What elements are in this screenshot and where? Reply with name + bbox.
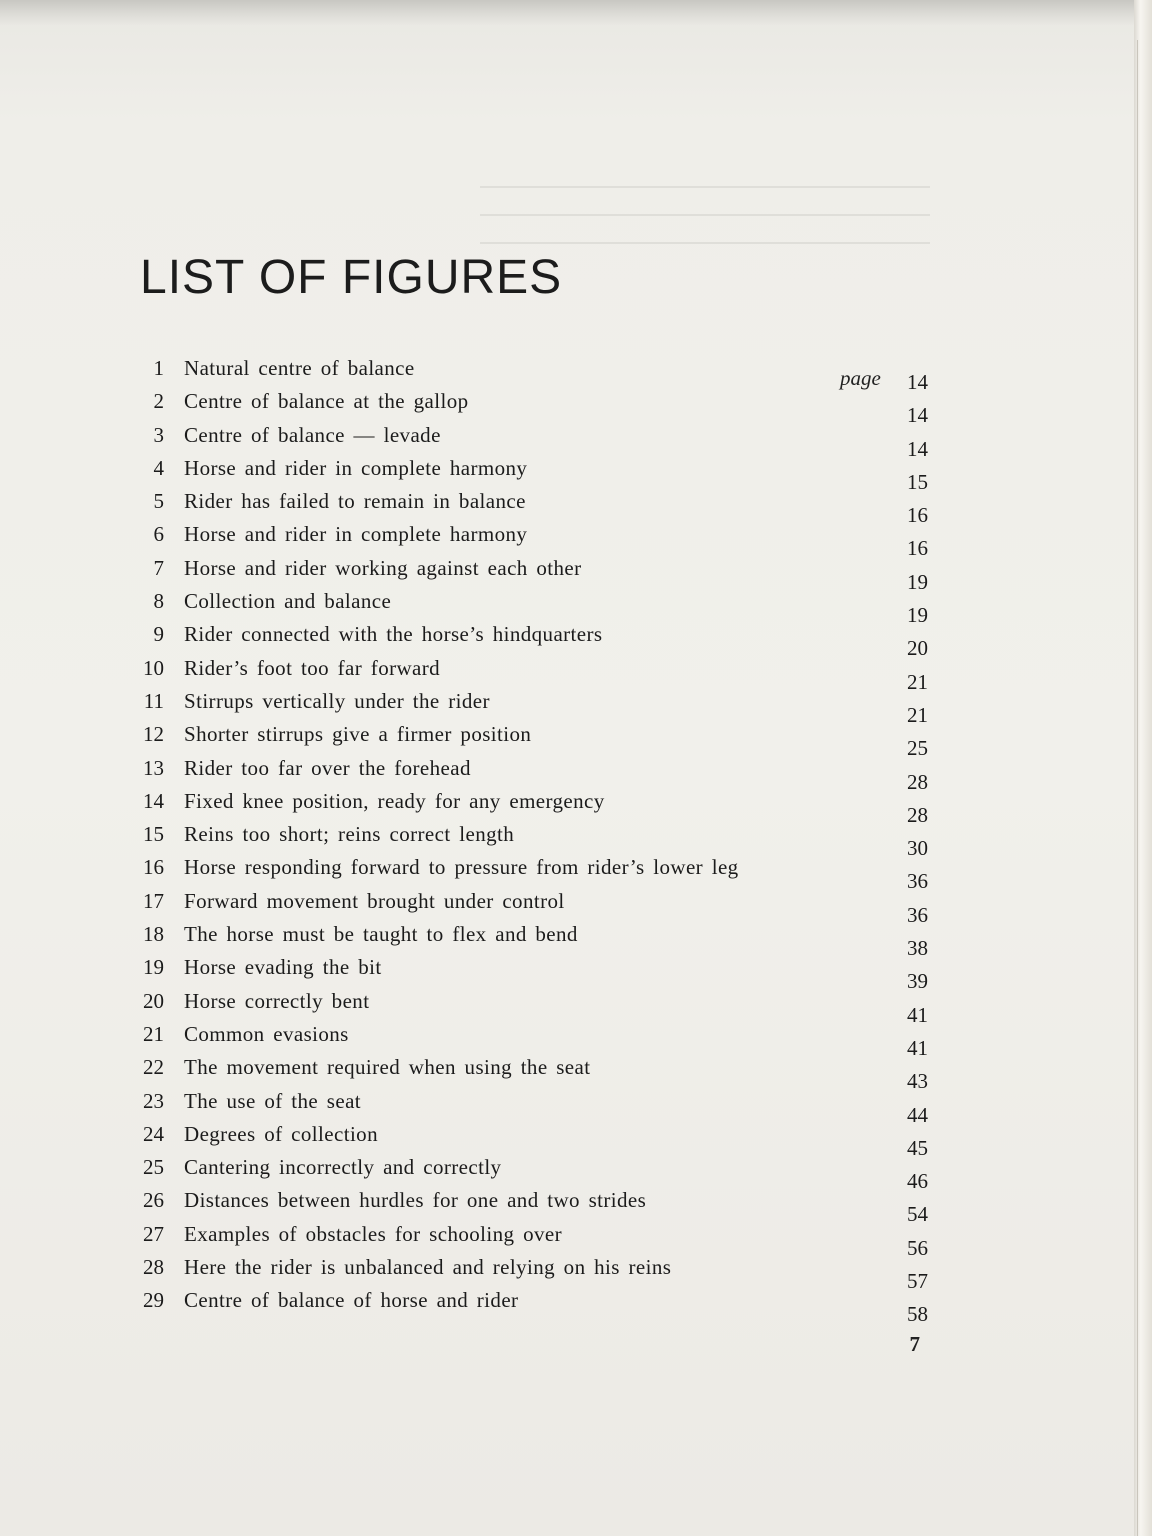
figure-num: 1 [153,356,164,380]
figure-row [120,652,940,694]
figure-caption: Degrees of collection [184,1121,378,1146]
figure-page: 14 [907,370,928,394]
figure-caption: The use of the seat [184,1088,362,1113]
figure-num: 20 [143,988,164,1013]
figure-caption: Centre of balance — levade [184,422,441,447]
figure-caption: Centre of balance at the gallop [184,389,469,414]
figure-row [120,885,940,927]
figure-num: 10 [143,655,164,680]
figure-row [120,785,940,827]
figure-caption: Cantering incorrectly and correctly [184,1155,502,1180]
figure-page: 20 [907,636,928,661]
figure-num: 28 [143,1255,164,1280]
figure-caption: The horse must be taught to flex and bend [184,922,578,947]
figure-page: 36 [907,902,928,927]
figure-row [120,1051,940,1094]
figure-page: 28 [907,802,928,827]
figure-page: 54 [907,1202,928,1227]
figure-page: 19 [907,569,928,594]
figure-page: 16 [907,536,928,561]
figure-page: 56 [907,1235,928,1260]
figure-caption: Here the rider is unbalanced and relying on his reins [184,1255,672,1280]
figure-caption: Reins too short; reins correct length [184,822,515,847]
figure-num: 3 [153,422,164,447]
figure-row [120,485,940,528]
figure-caption: Distances between hurdles for one and two strides [184,1188,647,1213]
figure-page: 44 [907,1102,928,1127]
figure-page: 15 [907,469,928,494]
figure-row [120,1118,940,1160]
figure-row [120,1251,940,1294]
figure-caption: Natural centre of balance [184,356,415,380]
figure-num: 26 [143,1188,164,1213]
figure-row [120,851,940,894]
figure-num: 9 [153,622,164,647]
figure-row [120,818,940,861]
figure-caption: Rider’s foot too far forward [184,655,441,680]
page-edge [1134,0,1152,1536]
show-through-line [480,242,930,244]
figure-row [120,452,940,494]
figure-num: 7 [153,555,164,580]
figure-num: 25 [143,1155,164,1180]
figure-num: 16 [143,855,164,880]
figure-row [120,419,940,461]
figure-caption: The movement required when using the seat [184,1055,591,1080]
figure-page: 39 [907,969,928,994]
figure-page: 41 [907,1035,928,1060]
figure-row [120,518,940,561]
figure-row [120,618,940,661]
figure-page: 21 [907,669,928,694]
figure-caption: Rider connected with the horse’s hindquarters [184,622,603,647]
figure-caption: Horse correctly bent [184,988,370,1013]
figure-caption: Horse evading the bit [184,955,382,980]
figure-row [120,685,940,727]
page-heading: LIST OF FIGURES [140,251,563,304]
figure-caption: Horse and rider working against each other [184,555,582,580]
figure-caption: Shorter stirrups give a firmer position [184,722,532,747]
figure-page: 41 [907,1002,928,1027]
figure-num: 18 [143,922,164,947]
figure-caption: Horse and rider in complete harmony [184,522,528,547]
figure-list [120,352,940,1327]
figure-num: 8 [153,589,164,614]
figure-page: 28 [907,769,928,794]
figure-page: 14 [907,436,928,461]
show-through-line [480,186,930,188]
figure-num: 13 [143,755,164,780]
figure-caption: Centre of balance of horse and rider [184,1288,519,1313]
figure-row [120,1184,940,1227]
figure-row [120,385,940,428]
figure-row [120,352,940,394]
figure-page: 46 [907,1169,928,1194]
figure-page: 36 [907,869,928,894]
figure-num: 6 [153,522,164,547]
show-through-line [480,214,930,216]
figure-page: 30 [907,836,928,861]
figure-caption: Horse and rider in complete harmony [184,455,528,480]
figure-num: 5 [153,489,164,514]
figure-num: 12 [143,722,164,747]
figure-row [120,918,940,961]
figure-caption: Fixed knee position, ready for any emergency [184,788,605,813]
figure-page: 58 [907,1302,928,1327]
figure-num: 4 [153,455,164,480]
figure-page: 14 [907,403,928,428]
figure-caption: Rider too far over the forehead [184,755,471,780]
figure-row [120,1151,940,1194]
figure-row [120,951,940,994]
figure-row [120,752,940,794]
figure-num: 14 [143,788,164,813]
figure-page: 43 [907,1069,928,1094]
figure-num: 2 [153,389,164,414]
figure-row [120,718,940,761]
figure-page: 16 [907,503,928,528]
figure-caption: Forward movement brought under control [184,888,565,913]
figure-num: 11 [143,688,164,713]
figure-row [120,1284,940,1327]
figure-row [120,985,940,1027]
top-shadow [0,0,1152,26]
figure-caption: Stirrups vertically under the rider [184,688,490,713]
figure-caption: Collection and balance [184,589,392,614]
figure-row [120,1218,940,1260]
page-number: 7 [909,1332,920,1356]
figure-caption: Common evasions [184,1021,349,1046]
figure-page: 19 [907,603,928,628]
figure-page: 57 [907,1269,928,1294]
figure-row [120,1085,940,1127]
figure-page: 21 [907,702,928,727]
figure-num: 19 [143,955,164,980]
figure-num: 15 [143,822,164,847]
figure-caption: Rider has failed to remain in balance [184,489,526,514]
figure-num: 22 [143,1055,164,1080]
figure-row [120,552,940,594]
figure-num: 21 [143,1021,164,1046]
figure-row [120,1018,940,1060]
figure-num: 17 [143,888,164,913]
figure-row [120,585,940,628]
figure-num: 29 [143,1288,164,1313]
figure-caption: Horse responding forward to pressure from rider’s lower leg [184,855,739,880]
figure-page: 38 [907,936,928,961]
figure-caption: Examples of obstacles for schooling over [184,1221,562,1246]
figure-page: 45 [907,1135,928,1160]
figure-num: 23 [143,1088,164,1113]
page-column-label: page [840,366,881,390]
figure-num: 24 [143,1121,164,1146]
figure-page: 25 [907,736,928,761]
figure-num: 27 [143,1221,164,1246]
